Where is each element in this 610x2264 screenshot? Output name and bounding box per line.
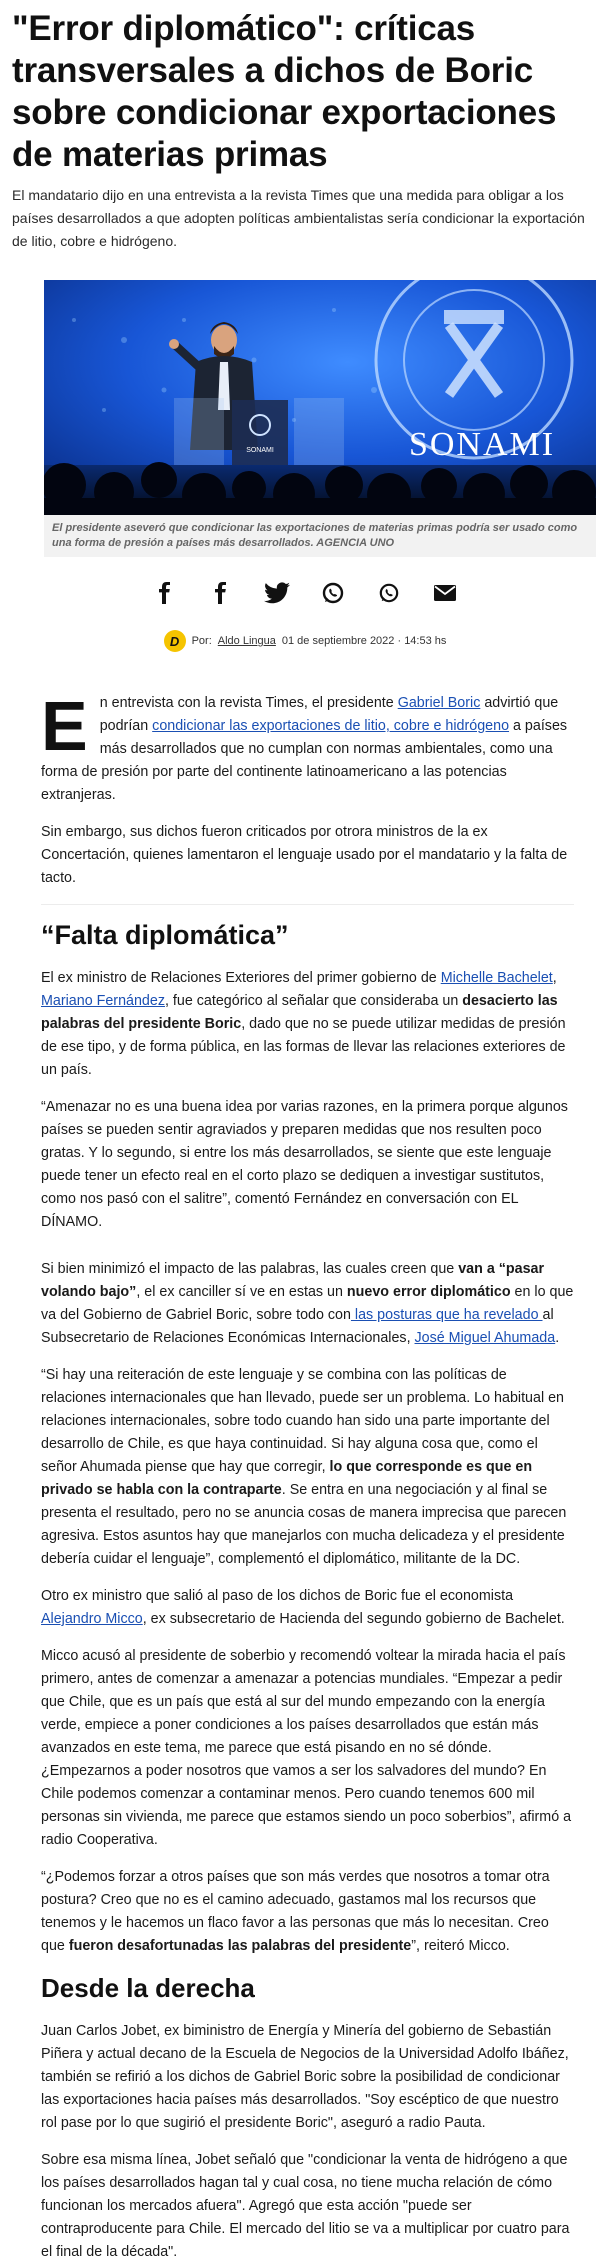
- divider: [41, 904, 574, 905]
- main-photo: [44, 280, 596, 515]
- byline-por: Por:: [191, 635, 212, 647]
- byline-date: 01 de septiembre 2022 · 14:53 hs: [281, 635, 447, 647]
- paragraph-1: En entrevista con la revista Times, el presidente Gabriel Boric advirtió que podrían condicionar las exportaciones de litio, cobre e hidrógeno a países más desarrollados que no cumplan con normas ambientales, como una forma de presión por parte del continente latinoamericano a las potencias extranjeras.: [41, 687, 568, 803]
- author-logo: D: [164, 630, 186, 652]
- podium-text: SONAMI: [246, 447, 274, 454]
- link-michelle-bachelet[interactable]: Michelle Bachelet: [440, 970, 553, 986]
- paragraph-3: El ex ministro de Relaciones Exteriores del primer gobierno de Michelle Bachelet, Mariano Fernández, fue categórico al señalar que consideraba un desacierto las palabras del presidente Boric, dado que no se puede utilizar medidas de presión de ese tipo, y de forma pública, en las formas de llevar las relaciones exteriores de un país.: [41, 970, 566, 1078]
- headline: "Error diplomático": críticas transversales a dichos de Boric sobre condicionar exportaciones de materias primas: [12, 9, 557, 174]
- email-icon[interactable]: [428, 578, 462, 608]
- link-gabriel-boric[interactable]: Gabriel Boric: [397, 695, 481, 711]
- article-body: [41, 687, 574, 2264]
- banner-text: SONAMI: [408, 426, 556, 463]
- author-link[interactable]: Aldo Lingua: [217, 635, 276, 647]
- byline: [0, 630, 610, 652]
- whatsapp-icon[interactable]: [372, 578, 406, 608]
- paragraph-10: Juan Carlos Jobet, ex biministro de Energía y Minería del gobierno de Sebastián Piñera y actual decano de la Escuela de Negocios de la Universidad Adolfo Ibáñez, también se refirió a los dichos de Gabriel Boric sobre la posibilidad de condicionar las exportaciones hacia países más desarrollados. "Soy escéptico de que nuestro rol pase por lo que sugirió el presidente Boric", aseguró a radio Pauta.: [41, 2023, 569, 2131]
- link-jose-miguel-ahumada[interactable]: José Miguel Ahumada: [414, 1330, 556, 1346]
- whatsapp-icon[interactable]: [316, 578, 350, 608]
- paragraph-2: Sin embargo, sus dichos fueron criticados por otrora ministros de la ex Concertación, quienes lamentaron el lenguaje usado por el mandatario y la falta de tacto.: [41, 824, 568, 886]
- link-alejandro-micco[interactable]: Alejandro Micco: [41, 1611, 143, 1627]
- drop-cap: E: [41, 687, 88, 765]
- link-posturas[interactable]: las posturas que ha revelado: [350, 1307, 543, 1323]
- paragraph-6: “Si hay una reiteración de este lenguaje y se combina con las políticas de relaciones internacionales que han llevado, puede ser un problema. Lo habitual en relaciones internacionales, sobre todo cuando han sido una parte importante del desarrollo de Chile, es que haya continuidad. Si hay alguna cosa que, como el señor Ahumada piense que hay que corregir, lo que corresponde es que en privado se habla con la contraparte. Se entra en una negociación y al final se presenta el resultado, pero no se anuncia cosas de manera imprecisa que parecen agresiva. Estos asuntos hay que manejarlos con mucha delicadeza y el presidente debería cuidar el lenguaje”, complementó el diplomático, militante de la DC.: [41, 1367, 567, 1567]
- share-bar: [0, 578, 610, 608]
- subhead-falta-diplomatica: “Falta diplomática”: [41, 920, 289, 950]
- photo-illustration: [44, 280, 596, 515]
- main-figure: [44, 280, 596, 557]
- photo-caption: El presidente aseveró que condicionar las exportaciones de materias primas podría ser usado como una forma de presión a países más desarrollados. AGENCIA UNO: [44, 515, 596, 557]
- lead-paragraph: El mandatario dijo en una entrevista a la revista Times que una medida para obligar a los países desarrollados a que adopten políticas ambientalistas sería condicionar la exportación de litio, cobre e hidrógeno.: [12, 187, 585, 249]
- paragraph-7: Otro ex ministro que salió al paso de los dichos de Boric fue el economista Alejandro Micco, ex subsecretario de Hacienda del segundo gobierno de Bachelet.: [41, 1588, 565, 1627]
- subhead-desde-la-derecha: Desde la derecha: [41, 1973, 255, 2003]
- paragraph-9: “¿Podemos forzar a otros países que son más verdes que nosotros a tomar otra postura? Creo que no es el camino adecuado, gastamos mal los recursos que tenemos y le hacemos un flaco favor a las personas que más lo necesitan. Creo que fueron desafortunadas las palabras del presidente”, reiteró Micco.: [41, 1869, 550, 1954]
- link-condicionar-exportaciones[interactable]: condicionar las exportaciones de litio, cobre e hidrógeno: [152, 718, 510, 734]
- paragraph-5: Si bien minimizó el impacto de las palabras, las cuales creen que van a “pasar volando bajo”, el ex canciller sí ve en estas un nuevo error diplomático en lo que va del Gobierno de Gabriel Boric, sobre todo con las posturas que ha revelado al Subsecretario de Relaciones Económicas Internacionales, José Miguel Ahumada.: [41, 1261, 574, 1346]
- facebook-icon[interactable]: [204, 578, 238, 608]
- paragraph-8: Micco acusó al presidente de soberbio y recomendó voltear la mirada hacia el país primero, antes de comenzar a amenazar a potencias mundiales. “Empezar a pedir que Chile, que es un país que está al sur del mundo empezando con la energía verde, empiece a poner condiciones a los países desarrollados que están más avanzados en este tema, me parece que está pisando en no sé dónde. ¿Empezarnos a poder nosotros que vamos a ser los salvadores del mundo? En Chile podemos comenzar a contaminar menos. Pero cuando tenemos 600 mil personas sin vivienda, me parece que estamos siendo un poco soberbios”, afirmó a radio Cooperativa.: [41, 1648, 572, 1848]
- paragraph-11: Sobre esa misma línea, Jobet señaló que "condicionar la venta de hidrógeno a que los países desarrollados hagan tal y cual cosa, no tiene mucha relación de cómo funcionan los mercados afuera". Agregó que esta acción "puede ser contraproducente para Chile. El mercado del litio se va a multiplicar por cuatro para el final de la década".: [41, 2152, 570, 2260]
- link-mariano-fernandez[interactable]: Mariano Fernández: [41, 993, 165, 1009]
- paragraph-4: “Amenazar no es una buena idea por varias razones, en la primera porque algunos países se pueden sentir agraviados y preparen medidas que nos resulten poco gratas. Y lo segundo, si entre los más desarrollados, se siente que este lenguaje puede tener un efecto real en el corto plazo se dediquen a investigar sustitutos, como nos pasó con el salitre”, comentó Fernández en conversación con EL DÍNAMO.: [41, 1099, 568, 1230]
- twitter-icon[interactable]: [260, 578, 294, 608]
- facebook-icon[interactable]: [148, 578, 182, 608]
